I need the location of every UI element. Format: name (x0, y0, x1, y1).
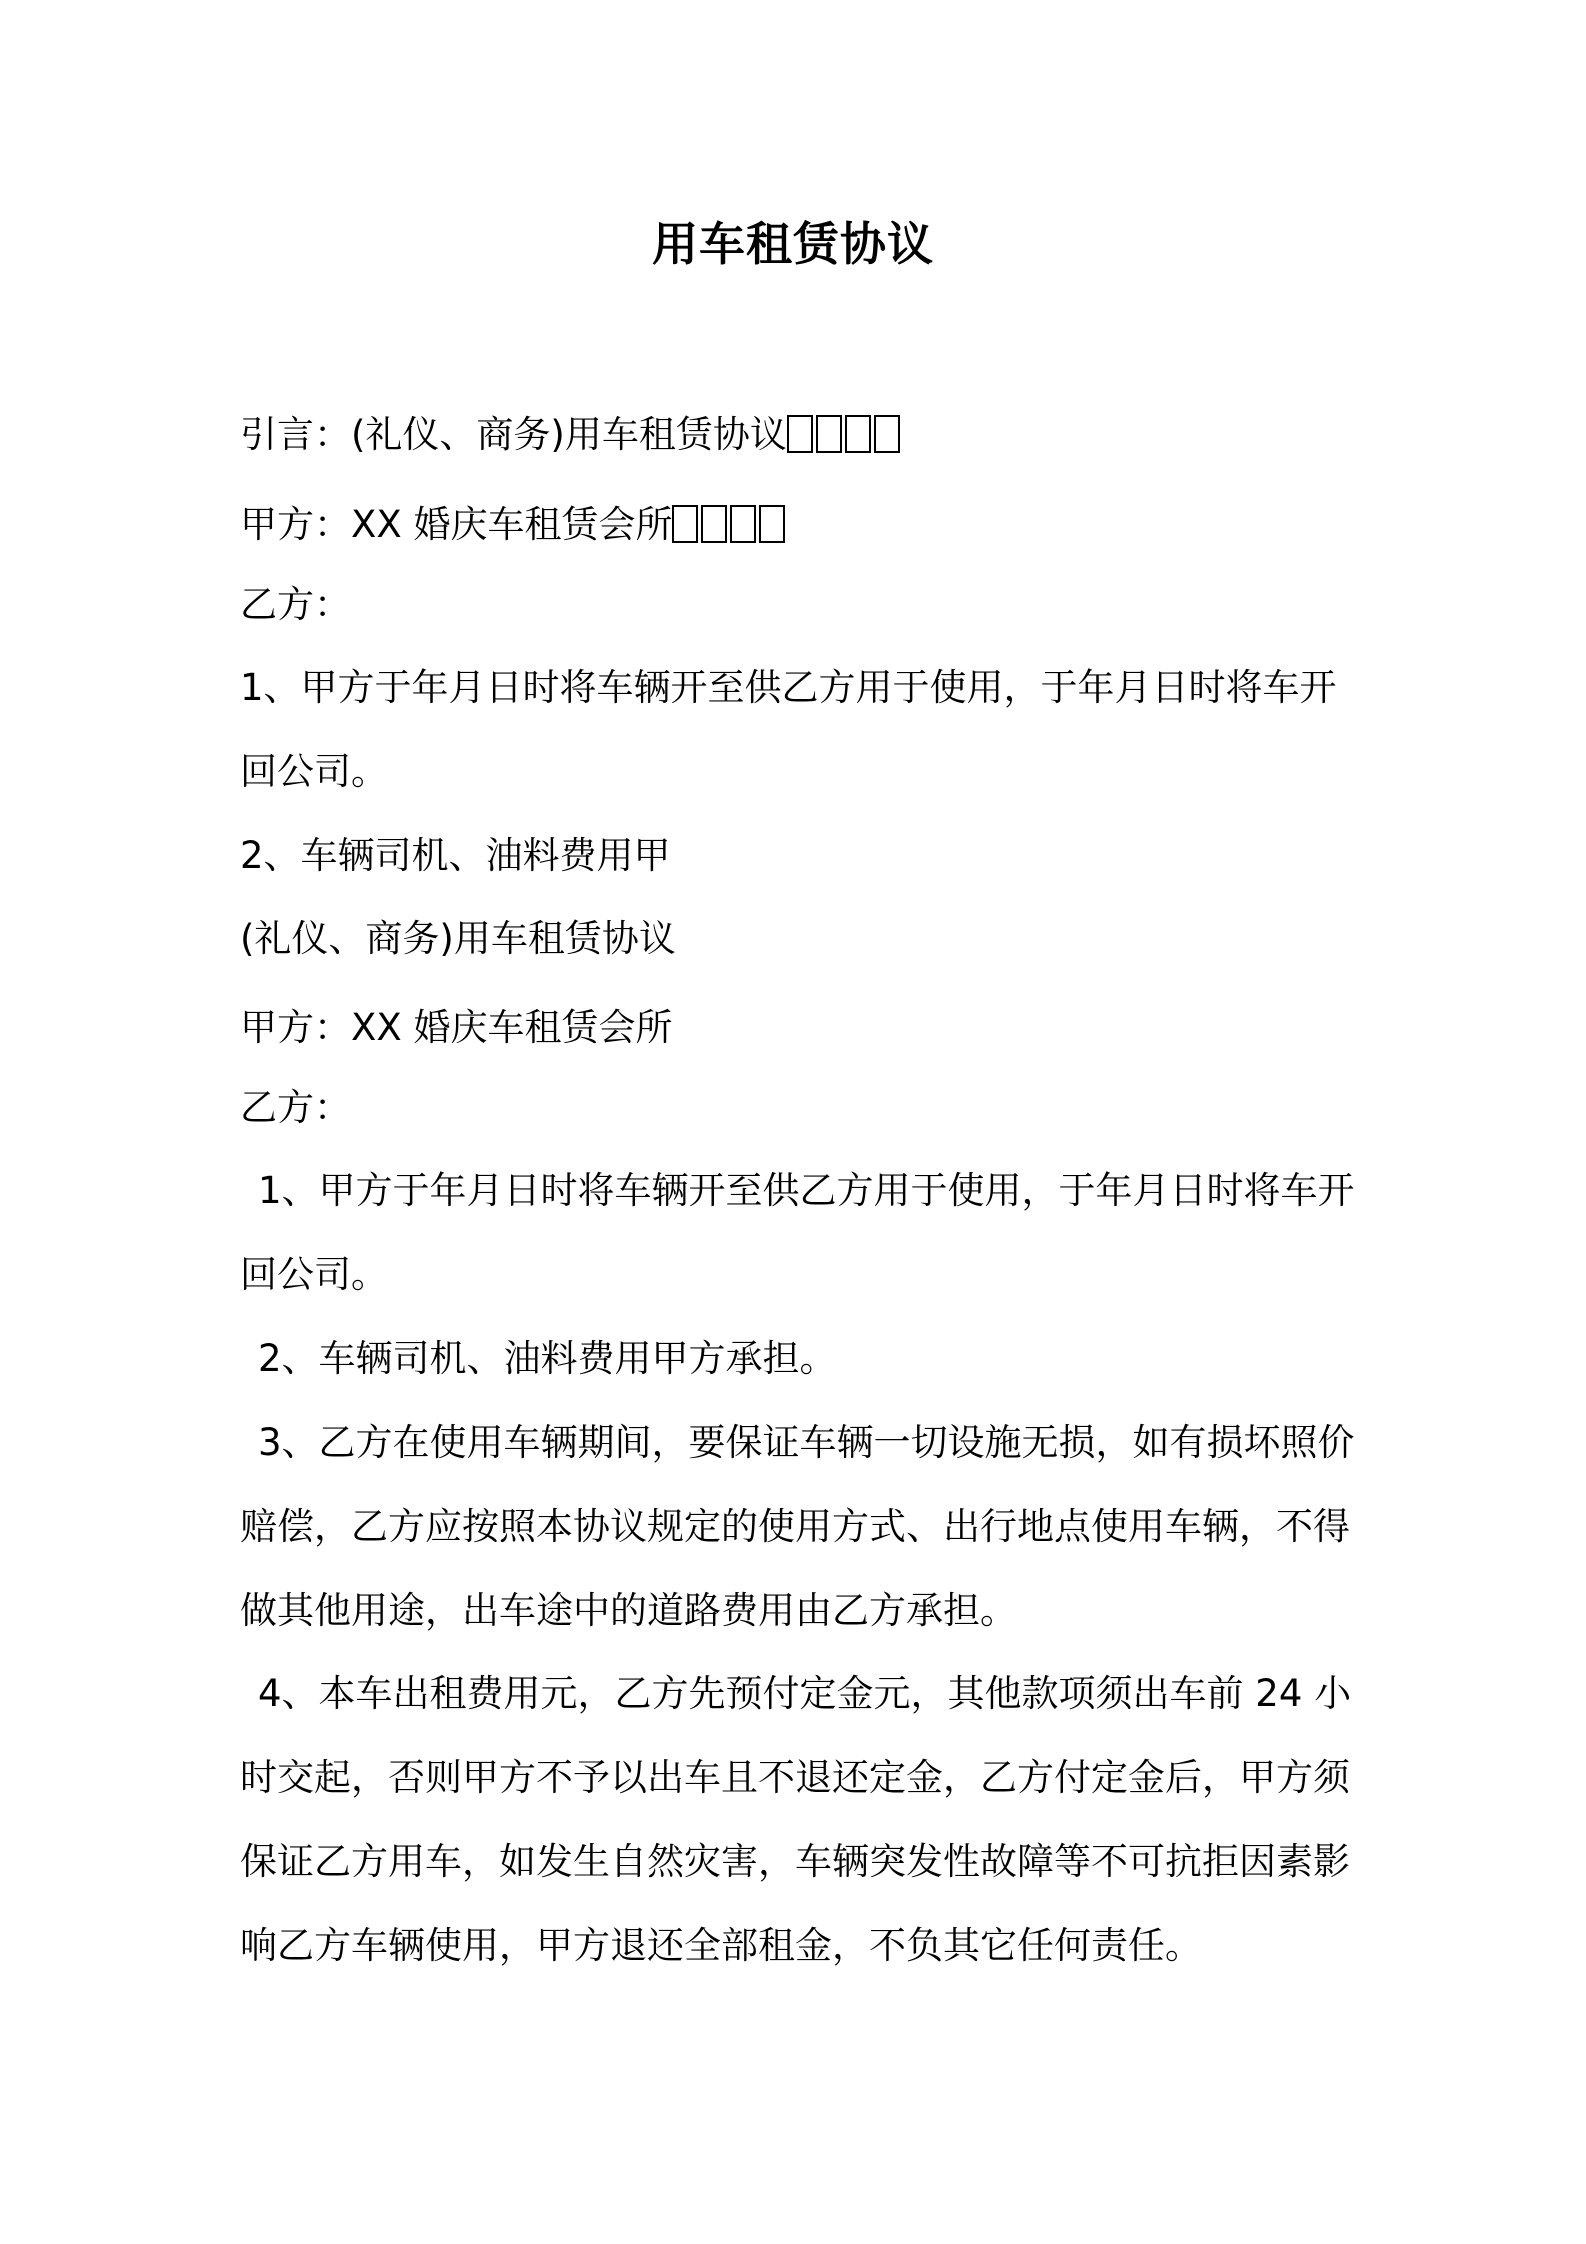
clause-line: 3、乙方在使用车辆期间，要保证车辆一切设施无损，如有损坏照价 (258, 1421, 1355, 1464)
party-b-line: 乙方： (240, 583, 351, 626)
clause-line: 赔偿，乙方应按照本协议规定的使用方式、出行地点使用车辆，不得 (240, 1505, 1350, 1548)
clause-line: 响乙方车辆使用，甲方退还全部租金，不负其它任何责任。 (240, 1924, 1202, 1967)
party-b-line: 乙方： (240, 1086, 351, 1129)
clause-line: 1、甲方于年月日时将车辆开至供乙方用于使用，于年月日时将车开 (240, 666, 1337, 709)
intro-text: 引言：(礼仪、商务)用车租赁协议 (240, 413, 787, 456)
clause-line: 做其他用途，出车途中的道路费用由乙方承担。 (240, 1589, 1017, 1632)
document-title: 用车租赁协议 (652, 217, 934, 271)
subtitle-line: (礼仪、商务)用车租赁协议 (240, 917, 676, 960)
party-a-line: 甲方：XX 婚庆车租赁会所 (240, 1006, 673, 1049)
missing-glyph-boxes (787, 410, 903, 460)
clause-line: 保证乙方用车，如发生自然灾害，车辆突发性故障等不可抗拒因素影 (240, 1840, 1350, 1883)
clause-line: 回公司。 (240, 1253, 388, 1296)
intro-line (240, 410, 1360, 460)
clause-line: 时交起，否则甲方不予以出车且不退还定金，乙方付定金后，甲方须 (240, 1756, 1350, 1799)
missing-glyph-boxes (672, 500, 788, 550)
clause-line: 2、车辆司机、油料费用甲方承担。 (258, 1337, 837, 1380)
clause-line: 4、本车出租费用元，乙方先预付定金元，其他款项须出车前 24 小 (258, 1672, 1352, 1715)
clause-line: 1、甲方于年月日时将车辆开至供乙方用于使用，于年月日时将车开 (258, 1169, 1355, 1212)
clause-line: 回公司。 (240, 750, 388, 793)
party-a-line (240, 500, 1360, 550)
clause-line: 2、车辆司机、油料费用甲 (240, 834, 671, 877)
party-a-text: 甲方：XX 婚庆车租赁会所 (240, 503, 673, 546)
